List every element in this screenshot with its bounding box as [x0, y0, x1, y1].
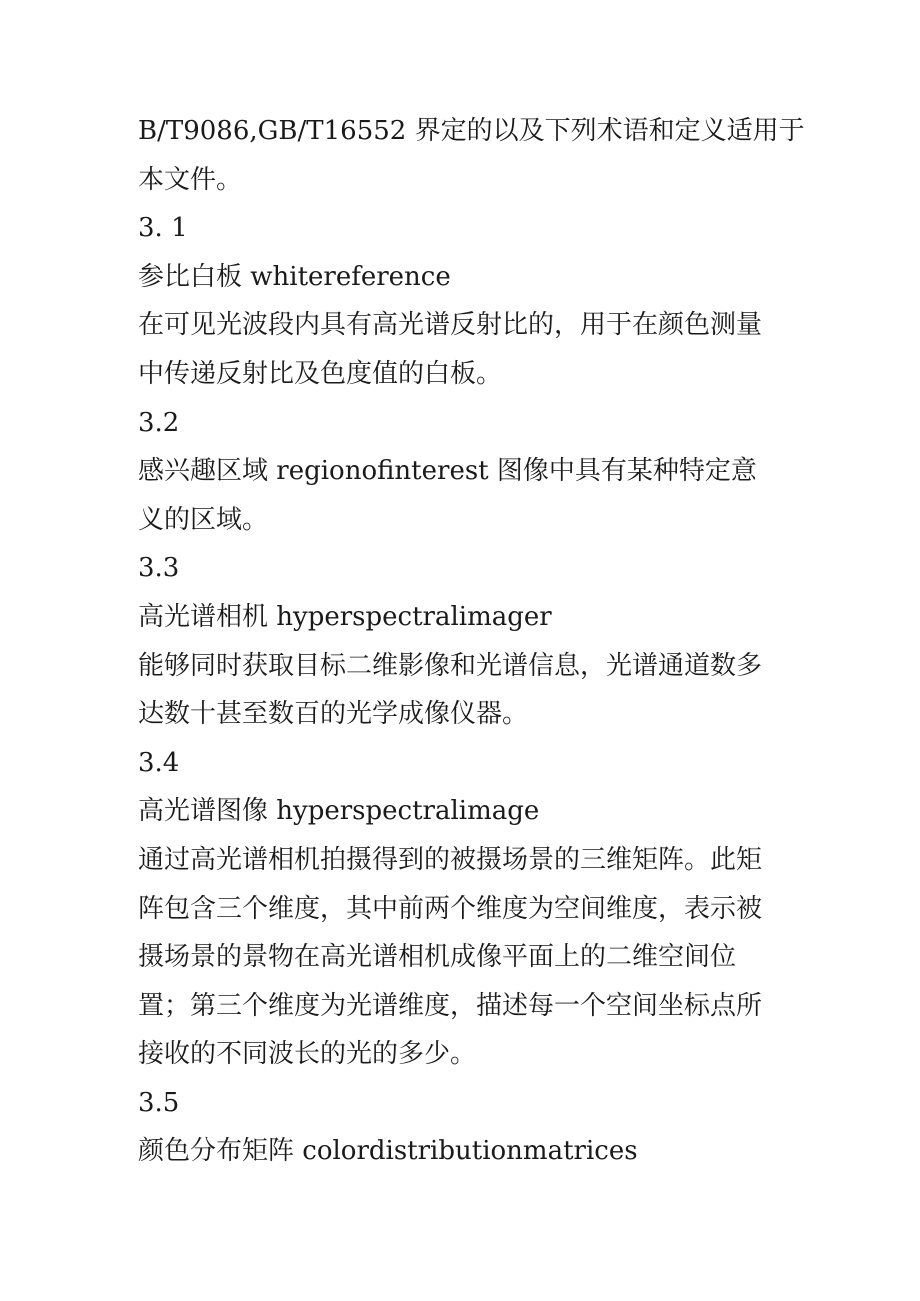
section-number-3-4: 3.4: [138, 747, 180, 778]
document-body: [138, 107, 805, 1176]
term-hyperspectral-image: 高光谱图像 hyperspectralimage: [138, 796, 540, 827]
term-region-of-interest: 感兴趣区域 regionofinterest 图像中具有某种特定意: [138, 456, 757, 487]
definition-hyperspectral-image-line-2: 阵包含三个维度，其中前两个维度为空间维度，表示被: [138, 893, 763, 924]
definition-hyperspectral-imager-line-2: 达数十甚至数百的光学成像仪器。: [138, 699, 529, 730]
section-number-3-5: 3.5: [138, 1087, 180, 1118]
definition-white-reference-line-1: 在可见光波段内具有高光谱反射比的，用于在颜色测量: [138, 310, 763, 341]
definition-region-of-interest-line-2: 义的区域。: [138, 504, 269, 535]
definition-hyperspectral-image-line-3: 摄场景的景物在高光谱相机成像平面上的二维空间位: [138, 942, 737, 973]
term-hyperspectral-imager: 高光谱相机 hyperspectralimager: [138, 601, 552, 632]
term-color-distribution-matrices: 颜色分布矩阵 colordistributionmatrices: [138, 1136, 638, 1167]
section-number-3-3: 3.3: [138, 553, 180, 584]
text-line-scope-end: 本文件。: [138, 164, 243, 195]
definition-white-reference-line-2: 中传递反射比及色度值的白板。: [138, 358, 503, 389]
definition-hyperspectral-image-line-4: 置；第三个维度为光谱维度，描述每一个空间坐标点所: [138, 990, 763, 1021]
definition-hyperspectral-image-line-5: 接收的不同波长的光的多少。: [138, 1039, 477, 1070]
text-line-scope-continuation: B/T9086,GB/T16552 界定的以及下列术语和定义适用于: [138, 116, 805, 146]
definition-hyperspectral-image-line-1: 通过高光谱相机拍摄得到的被摄场景的三维矩阵。此矩: [138, 844, 763, 875]
section-number-3-2: 3.2: [138, 407, 180, 438]
definition-hyperspectral-imager-line-1: 能够同时获取目标二维影像和光谱信息，光谱通道数多: [138, 650, 763, 681]
term-white-reference: 参比白板 whitereference: [138, 261, 451, 292]
section-number-3-1: 3. 1: [138, 213, 188, 244]
